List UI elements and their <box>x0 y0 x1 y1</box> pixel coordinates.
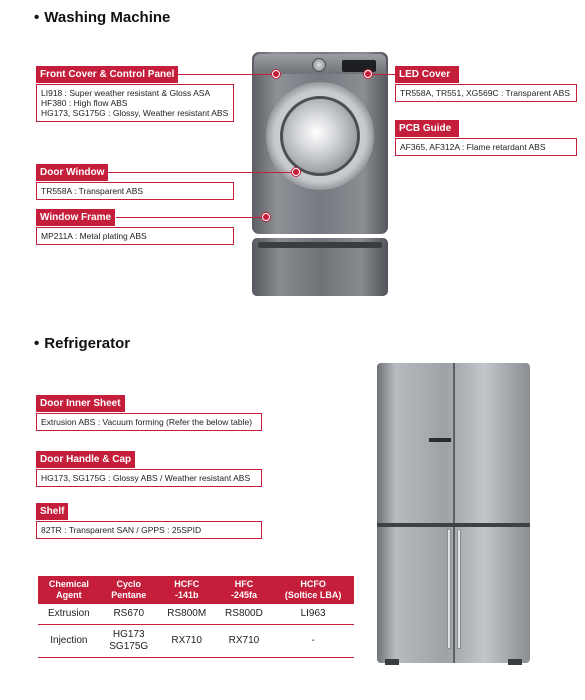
table-header-cell: HFC -245fa <box>216 576 273 604</box>
washer-door-glass <box>280 96 360 176</box>
table-row <box>38 625 354 658</box>
table-header-row <box>38 576 354 604</box>
front-cover-leader <box>177 74 275 75</box>
table-header-cell: HCFC -141b <box>158 576 216 604</box>
table-cell: RS670 <box>100 604 158 625</box>
door-inner-sheet-desc: Extrusion ABS : Vacuum forming (Refer the below table) <box>36 413 262 431</box>
table-cell: HG173 SG175G <box>100 625 158 658</box>
fridge-left-foot <box>385 659 399 665</box>
table-cell: RS800M <box>158 604 216 625</box>
door-window-label: Door Window <box>36 164 108 181</box>
washer-pedestal <box>252 238 388 296</box>
bullet-icon: • <box>34 335 40 352</box>
led-cover-desc: TR558A, TR551, XG569C : Transparent ABS <box>395 84 577 102</box>
door-window-leader <box>108 172 294 173</box>
window-frame-marker <box>262 213 270 221</box>
fridge-right-foot <box>508 659 522 665</box>
table-header-cell: Chemical Agent <box>38 576 100 604</box>
shelf-desc: 82TR : Transparent SAN / GPPS : 25SPID <box>36 521 262 539</box>
table-header-cell: HCFO (Soltice LBA) <box>272 576 354 604</box>
led-cover-label: LED Cover <box>395 66 459 83</box>
window-frame-label: Window Frame <box>36 209 115 226</box>
table-cell: Extrusion <box>38 604 100 625</box>
washer-dial <box>312 58 326 72</box>
door-inner-sheet-label: Door Inner Sheet <box>36 395 125 412</box>
table-cell: LI963 <box>272 604 354 625</box>
refrigerator-image <box>377 363 530 663</box>
washer-display <box>342 60 376 72</box>
fridge-display <box>429 438 451 442</box>
pcb-guide-desc: AF365, AF312A : Flame retardant ABS <box>395 138 577 156</box>
fridge-drawer-split <box>377 523 530 527</box>
refrigerator-title: • Refrigerator <box>34 335 131 352</box>
front-cover-desc: LI918 : Super weather resistant & Gloss ASA HF380 : High flow ABS HG173, SG175G : Glossy, Weather resistant ABS <box>36 84 234 122</box>
led-cover-leader <box>371 74 395 75</box>
led-cover-marker <box>364 70 372 78</box>
front-cover-marker <box>272 70 280 78</box>
fridge-door-split <box>453 363 455 663</box>
washer-body <box>252 52 388 234</box>
front-cover-label: Front Cover & Control Panel <box>36 66 178 83</box>
door-window-marker <box>292 168 300 176</box>
pcb-guide-label: PCB Guide <box>395 120 459 137</box>
table-cell: RS800D <box>216 604 273 625</box>
table-cell: RX710 <box>158 625 216 658</box>
washing-machine-title: • Washing Machine <box>34 9 171 26</box>
table-cell: - <box>272 625 354 658</box>
washer-pedestal-slot <box>258 242 382 248</box>
table-cell: RX710 <box>216 625 273 658</box>
door-window-desc: TR558A : Transparent ABS <box>36 182 234 200</box>
fridge-left-handle <box>447 529 451 649</box>
blowing-agent-table <box>38 576 354 658</box>
door-handle-label: Door Handle & Cap <box>36 451 135 468</box>
table-cell: Injection <box>38 625 100 658</box>
table-row <box>38 604 354 625</box>
washing-machine-image <box>252 52 388 296</box>
window-frame-desc: MP211A : Metal plating ABS <box>36 227 234 245</box>
window-frame-leader <box>116 217 264 218</box>
fridge-right-handle <box>457 529 461 649</box>
bullet-icon: • <box>34 9 40 26</box>
shelf-label: Shelf <box>36 503 68 520</box>
door-handle-desc: HG173, SG175G : Glossy ABS / Weather resistant ABS <box>36 469 262 487</box>
table-header-cell: Cyclo Pentane <box>100 576 158 604</box>
